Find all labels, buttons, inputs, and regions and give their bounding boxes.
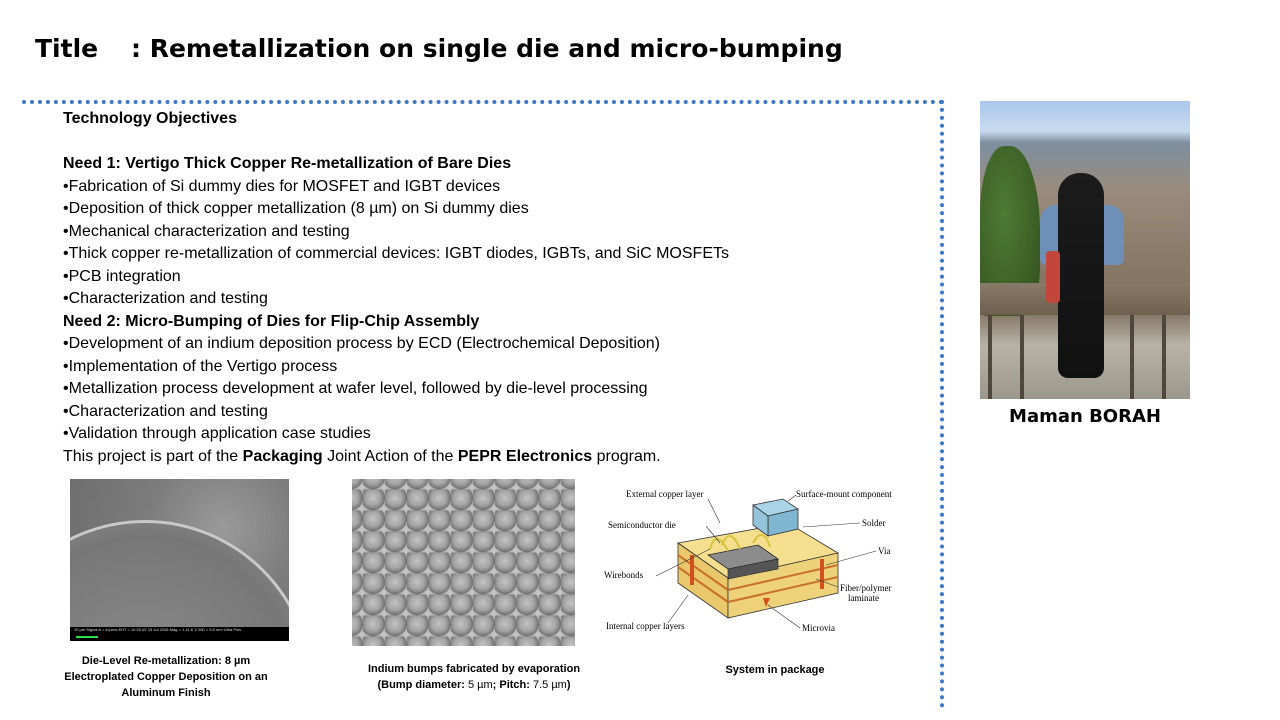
need1-item: • Mechanical characterization and testing bbox=[63, 221, 923, 244]
note-packaging: Packaging bbox=[242, 447, 323, 465]
need2-item: • Validation through application case studies bbox=[63, 423, 923, 446]
sip-caption: System in package bbox=[725, 664, 825, 676]
indium-bumps-image bbox=[352, 479, 575, 646]
note-post: program. bbox=[592, 447, 661, 465]
need1-item: • Characterization and testing bbox=[63, 288, 923, 311]
railing-post bbox=[1020, 315, 1024, 399]
need1-item: • Deposition of thick copper metallization (8 µm) on Si dummy dies bbox=[63, 198, 923, 221]
sem-image bbox=[70, 479, 289, 641]
railing-post bbox=[1130, 315, 1134, 399]
spacer bbox=[63, 131, 923, 154]
bumps-caption: Indium bumps fabricated by evaporation (Bump diameter: 5 µm; Pitch: 7.5 µm) bbox=[367, 663, 581, 691]
need1-item: • Thick copper re-metallization of commercial devices: IGBT diodes, IGBTs, and SiC MOSFETs bbox=[63, 243, 923, 266]
note-mid: Joint Action of the bbox=[322, 447, 458, 465]
need2-item: • Metallization process development at wafer level, followed by die-level processing bbox=[63, 378, 923, 401]
note-pepr: PEPR Electronics bbox=[457, 447, 593, 465]
bump-pattern bbox=[352, 479, 575, 646]
sip-svg bbox=[598, 483, 908, 638]
profile-photo bbox=[980, 101, 1190, 399]
label-internal-copper: Internal copper layers bbox=[606, 621, 685, 631]
label-wirebonds: Wirebonds bbox=[604, 570, 644, 580]
sem-info-bar: 10 µm Signal A = InLens EHT = 10.00 kV 15 Jul 2026 Mag = 1.11 K X WD = 5.5 mm Ultra Plus bbox=[70, 627, 289, 641]
need2-item: • Development of an indium deposition process by ECD (Electrochemical Deposition) bbox=[63, 333, 923, 356]
label-external-copper: External copper layer bbox=[626, 489, 704, 499]
bag bbox=[1046, 251, 1060, 303]
railing-post bbox=[1162, 315, 1166, 399]
label-smc: Surface-mount component bbox=[796, 489, 892, 499]
need2-item: • Implementation of the Vertigo process bbox=[63, 356, 923, 379]
need1-item: • Fabrication of Si dummy dies for MOSFET and IGBT devices bbox=[63, 176, 923, 199]
label-laminate: laminate bbox=[848, 593, 879, 603]
sip-diagram bbox=[598, 483, 908, 638]
need2-item: • Characterization and testing bbox=[63, 401, 923, 424]
title-label: Title bbox=[35, 34, 99, 63]
person bbox=[1058, 173, 1104, 378]
railing-post bbox=[988, 315, 992, 399]
label-via: Via bbox=[878, 546, 891, 556]
dotted-border-top bbox=[22, 100, 944, 104]
label-solder: Solder bbox=[862, 518, 886, 528]
objectives-section bbox=[63, 108, 923, 468]
page-title bbox=[35, 34, 843, 63]
title-text: : Remetallization on single die and micro-bumping bbox=[131, 34, 843, 63]
label-microvia: Microvia bbox=[802, 623, 835, 633]
label-semiconductor: Semiconductor die bbox=[608, 520, 676, 530]
dotted-border-right bbox=[940, 100, 944, 708]
objectives-heading: Technology Objectives bbox=[63, 110, 237, 127]
note-pre: This project is part of the bbox=[63, 447, 243, 465]
program-note bbox=[63, 446, 923, 469]
scale-bar bbox=[76, 636, 98, 638]
sem-caption: Die-Level Re-metallization: 8 µm Electroplated Copper Deposition on an Aluminum Finish bbox=[64, 655, 268, 699]
label-fiber: Fiber/polymer bbox=[840, 583, 892, 593]
need2-title: Need 2: Micro-Bumping of Dies for Flip-Chip Assembly bbox=[63, 312, 480, 330]
profile-name: Maman BORAH bbox=[1009, 406, 1161, 427]
need1-item: • PCB integration bbox=[63, 266, 923, 289]
need1-title: Need 1: Vertigo Thick Copper Re-metallization of Bare Dies bbox=[63, 155, 512, 172]
die-edge bbox=[70, 523, 289, 641]
